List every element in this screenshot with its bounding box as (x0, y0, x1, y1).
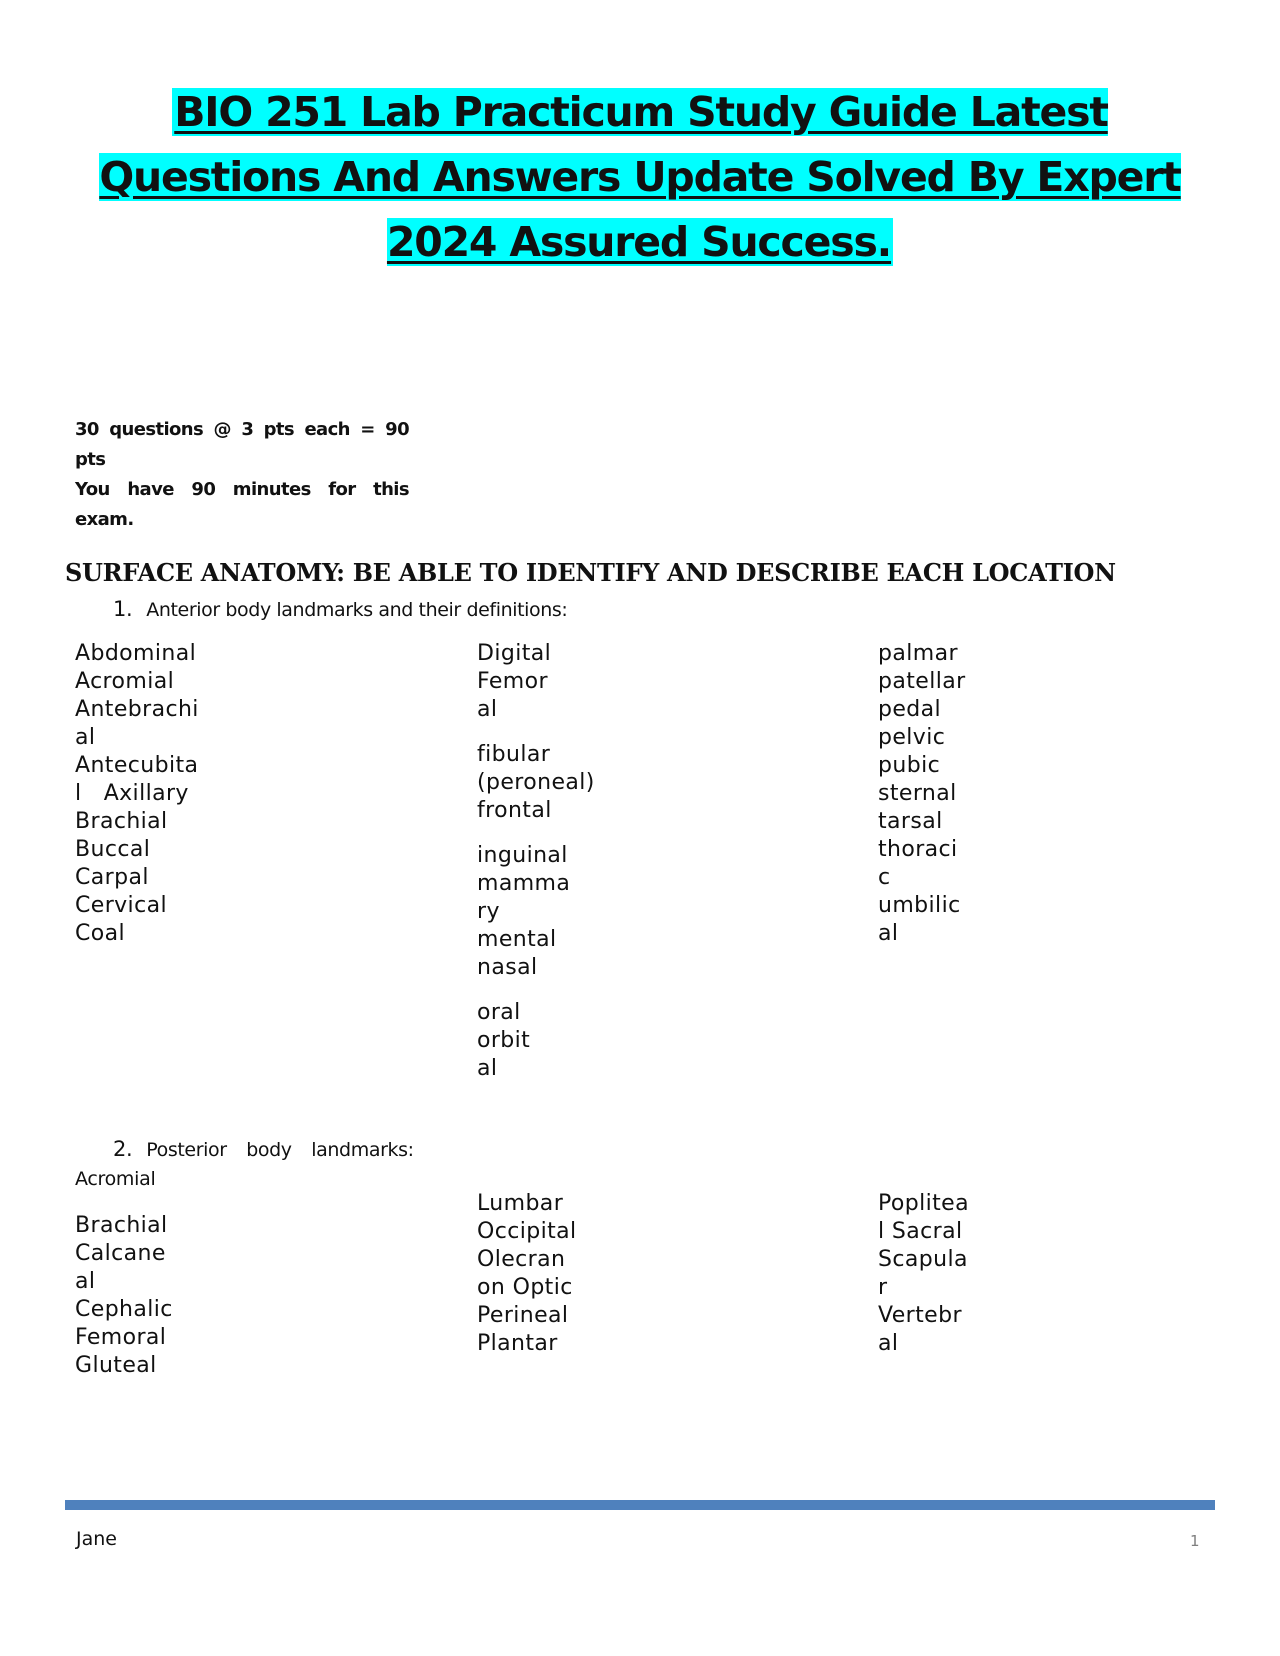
term: l Sacral (878, 1219, 963, 1244)
footer-divider (65, 1500, 1215, 1510)
posterior-column-1 (75, 1212, 173, 1380)
posterior-list-label: Posterior body landmarks: (146, 1139, 414, 1161)
posterior-list-number: 2. (113, 1137, 133, 1161)
term: l Axillary (75, 781, 189, 806)
anterior-column-3 (878, 640, 966, 948)
term: pelvic (878, 725, 946, 750)
term: al (477, 1056, 498, 1081)
anterior-list-number: 1. (113, 597, 133, 621)
document-title (80, 80, 1200, 275)
term: Calcane (75, 1241, 166, 1266)
term: mamma (477, 871, 571, 896)
term: umbilic (878, 893, 961, 918)
term: Cephalic (75, 1297, 173, 1322)
spacer (477, 982, 595, 999)
term: Femor (477, 669, 548, 694)
document-title-text: BIO 251 Lab Practicum Study Guide Latest Questions And Answers Update Solved By Expert 2024 Assured Success. (99, 88, 1181, 266)
term: Coal (75, 921, 126, 946)
term: palmar (878, 641, 958, 666)
exam-info-points: 30 questions @ 3 pts each = 90 pts (75, 419, 409, 470)
term: al (477, 697, 498, 722)
term: Carpal (75, 865, 149, 890)
term: Antecubita (75, 753, 199, 778)
term: Antebrachi (75, 697, 199, 722)
term: nasal (477, 955, 538, 980)
page-number: 1 (1190, 1532, 1200, 1550)
term: pubic (878, 753, 941, 778)
term: thoraci (878, 837, 958, 862)
term: inguinal (477, 843, 568, 868)
term: Femoral (75, 1325, 167, 1350)
term: on Optic (477, 1275, 573, 1300)
term: Brachial (75, 809, 168, 834)
spacer (477, 724, 595, 741)
term: tarsal (878, 809, 943, 834)
posterior-column-2 (477, 1190, 577, 1358)
term: mental (477, 927, 557, 952)
term: Buccal (75, 837, 151, 862)
term: Cervical (75, 893, 167, 918)
term: r (878, 1275, 888, 1300)
exam-info (75, 415, 409, 535)
term: Digital (477, 641, 552, 666)
term: Brachial (75, 1213, 168, 1238)
term: al (75, 1269, 96, 1294)
section-heading: SURFACE ANATOMY: BE ABLE TO IDENTIFY AND DESCRIBE EACH LOCATION (65, 558, 1116, 587)
anterior-column-2 (477, 640, 595, 1083)
term: Vertebr (878, 1303, 962, 1328)
term: Scapula (878, 1247, 968, 1272)
term: sternal (878, 781, 957, 806)
term: al (75, 725, 96, 750)
term: oral (477, 1000, 521, 1025)
term: (peroneal) (477, 770, 595, 795)
spacer (477, 825, 595, 842)
term: fibular (477, 742, 551, 767)
anterior-column-1 (75, 640, 199, 948)
term: frontal (477, 798, 552, 823)
term: ry (477, 899, 500, 924)
exam-info-time: You have 90 minutes for this (75, 479, 409, 500)
anterior-list-item (113, 597, 567, 621)
term: Olecran (477, 1247, 566, 1272)
term: Perineal (477, 1303, 569, 1328)
posterior-first-term: Acromial (75, 1168, 156, 1190)
term: Abdominal (75, 641, 197, 666)
posterior-list-item (113, 1137, 414, 1161)
term: Gluteal (75, 1353, 157, 1378)
term: al (878, 921, 899, 946)
term: Acromial (75, 669, 175, 694)
term: patellar (878, 669, 966, 694)
term: orbit (477, 1028, 531, 1053)
anterior-list-label: Anterior body landmarks and their definitions: (146, 599, 568, 621)
term: Lumbar (477, 1191, 564, 1216)
term: al (878, 1331, 899, 1356)
footer-author: Jane (76, 1528, 117, 1550)
term: Plantar (477, 1331, 558, 1356)
term: Poplitea (878, 1191, 969, 1216)
term: c (878, 865, 891, 890)
posterior-column-3 (878, 1190, 969, 1358)
term: pedal (878, 697, 942, 722)
term: Occipital (477, 1219, 577, 1244)
exam-info-time-end: exam. (75, 509, 134, 530)
